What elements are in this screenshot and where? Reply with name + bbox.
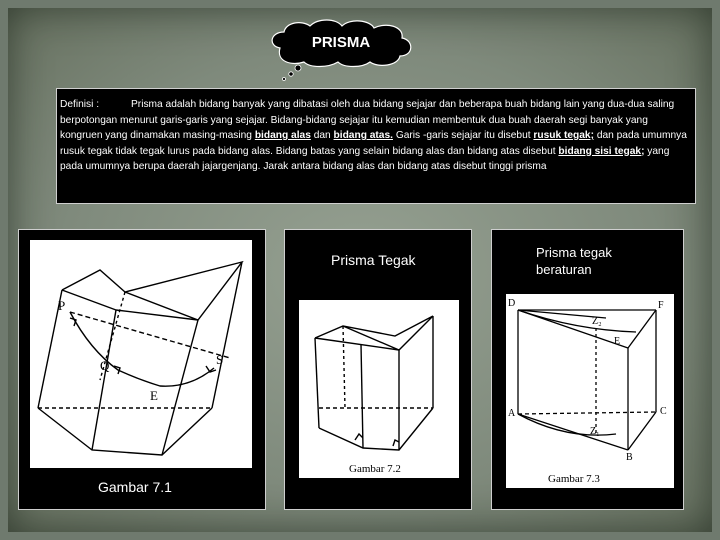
figure-7-2-caption: Gambar 7.2 <box>349 463 401 475</box>
regular-prism-diagram <box>506 294 674 488</box>
slide-title: PRISMA <box>311 34 371 51</box>
definition-text-5: yang pada umumnya berupa daerah jajargenjang. Jarak antara bidang alas dan bidang atas disebut tinggi prisma <box>60 145 670 172</box>
point-e-label: E <box>150 388 158 403</box>
term-bidang-atas: bidang atas. <box>333 130 393 141</box>
oblique-prism-diagram <box>30 240 252 468</box>
figure-7-1-caption: Gambar 7.1 <box>98 479 172 495</box>
term-bidang-sisi-tegak: bidang sisi tegak; <box>558 145 645 157</box>
point-p-label: P <box>58 298 66 313</box>
definition-text-1: Prisma adalah bidang banyak yang dibatasi oleh dua bidang sejajar dan beberapa buah bidang lain yang dua-dua saling berpotongan menurut garis-garis yang sejajar. Bidang-bidang sejajar itu kemudian membentuk dua buah daerah segi banyak yang kongruen yang dinamakan masing-masing <box>60 99 675 141</box>
point-d-label: D <box>508 298 516 309</box>
figure-panel-regular-prism <box>491 229 684 510</box>
point-a-label: A <box>508 408 516 419</box>
point-c-label: C <box>660 406 667 417</box>
point-f-label: F <box>658 300 664 311</box>
point-q-label: Q <box>100 358 110 373</box>
point-z2-label: Z₂ <box>592 316 602 327</box>
definition-text-3: Garis -garis sejajar itu disebut <box>392 130 534 141</box>
point-b-label: B <box>626 452 633 463</box>
regular-prism-title-line2: beraturan <box>536 262 592 277</box>
figure-panel-oblique-prism <box>18 229 266 510</box>
figure-7-3-caption: Gambar 7.3 <box>548 473 600 485</box>
right-prism-diagram <box>299 300 459 478</box>
term-rusuk-tegak: rusuk tegak; <box>533 130 594 141</box>
point-s-label: S <box>216 352 224 367</box>
point-e-label-3: E <box>614 336 621 347</box>
term-bidang-alas: bidang alas <box>254 130 311 141</box>
figure-panel-right-prism <box>284 229 472 510</box>
right-prism-title: Prisma Tegak <box>331 252 416 268</box>
cloud-tail-dots <box>276 60 306 84</box>
definition-text-4: dan pada umumnya rusuk tegak tidak tegak lurus pada bidang alas. Bidang batas yang selain bidang alas dan bidang atas disebut <box>60 130 687 157</box>
definition-box <box>56 88 696 204</box>
definition-label: Definisi : <box>60 99 100 110</box>
definition-text-2: dan <box>310 130 334 141</box>
regular-prism-title-line1: Prisma tegak <box>536 245 612 260</box>
point-z1-label: Z₁ <box>590 426 600 437</box>
